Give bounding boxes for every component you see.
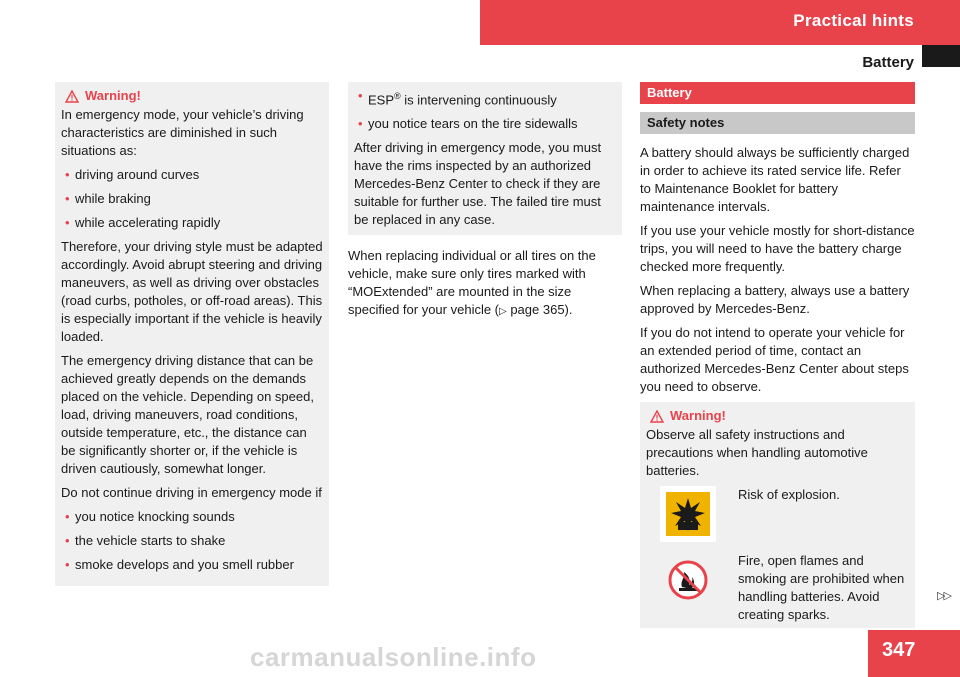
thumb-tab [922,45,960,67]
hazard-explosion [646,486,909,542]
emergency-distance-paragraph: The emergency driving distance that can be achieved greatly depends on the demands placed on the vehicle. Depending on speed, load, driving maneuvers, road conditions, outside temperature, etc., the distance can be significantly shorter or, if the vehicle is driven cautiously, somewhat longer. [61,353,314,476]
battery-warning-text: Observe all safety instructions and precautions when handling automotive batteries. [646,427,868,478]
warning-triangle-icon [650,410,664,423]
do-not-continue-paragraph: Do not continue driving in emergency mode if [61,485,322,500]
subsection-heading-safety: Safety notes [640,112,915,134]
warning-heading [646,406,909,426]
list-item: • while braking [61,190,323,208]
after-emergency-paragraph: After driving in emergency mode, you must have the rims inspected by an authorized Mercedes-Benz Center to check if they are suitable for further use. The failed tire must be replaced in any case. [354,140,602,228]
warning-title: Warning! [670,408,726,423]
warning-box-battery [640,402,915,628]
list-item: • the vehicle starts to shake [61,532,323,550]
battery-paragraph-3: When replacing a battery, always use a battery approved by Mercedes-Benz. [640,283,910,316]
warning-box-emergency [55,82,329,586]
chapter-title: Practical hints [793,11,914,30]
section-subtitle: Battery [862,54,914,71]
hazard-no-flames [646,552,909,624]
tire-replacement-paragraph: When replacing individual or all tires on the vehicle, make sure only tires marked with “MOExtended” are mounted in the size specified for your vehicle (▷ page 365). [348,248,596,318]
driving-style-paragraph: Therefore, your driving style must be adapted accordingly. Avoid abrupt steering and driving maneuvers, as well as driving over obstacles (road curbs, potholes, or off-road areas). This is especially important if the vehicle is heavily loaded. [61,239,323,344]
page-number: 347 [868,630,960,677]
stop-conditions-list-continued [354,87,616,133]
column-right [640,82,915,628]
battery-paragraph-2: If you use your vehicle mostly for short-distance trips, you will need to have the battery charge checked more frequently. [640,223,915,274]
section-heading-battery: Battery [640,82,915,104]
column-left [55,82,329,586]
warning-triangle-icon [65,90,79,103]
hazard-explosion-text: Risk of explosion. [738,487,840,502]
warning-heading [61,86,323,106]
warning-intro: In emergency mode, your vehicle’s driving characteristics are diminished in such situations as: [61,107,304,158]
hazard-no-flames-text: Fire, open flames and smoking are prohibited when handling batteries. Avoid creating sparks. [738,553,905,622]
battery-paragraph-1: A battery should always be sufficiently charged in order to achieve its rated service life. Refer to Maintenance Booklet for battery maintenance intervals. [640,145,910,214]
battery-paragraph-4: If you do not intend to operate your vehicle for an extended period of time, contact an authorized Mercedes-Benz Center about steps you need to observe. [640,325,909,394]
list-item-esp: • ESP® is intervening continuously [354,87,616,109]
warning-title: Warning! [85,88,141,103]
list-item: • smoke develops and you smell rubber [61,556,323,574]
list-item: • you notice knocking sounds [61,508,323,526]
list-item: • driving around curves [61,166,323,184]
page-reference-link[interactable]: page 365). [506,302,573,318]
situation-list [61,166,323,232]
watermark: carmanualsonline.info [250,642,537,672]
warning-box-continued [348,82,622,235]
column-middle [348,82,622,327]
stop-conditions-list [61,508,323,574]
continue-arrows-icon: ▷▷ [937,590,950,602]
page-reference-arrow-icon: ▷ [499,306,507,318]
list-item: • while accelerating rapidly [61,214,323,232]
registered-mark: ® [394,91,401,101]
list-item: • you notice tears on the tire sidewalls [354,115,616,133]
explosion-hazard-icon [660,486,716,542]
no-open-flames-icon [660,552,716,608]
